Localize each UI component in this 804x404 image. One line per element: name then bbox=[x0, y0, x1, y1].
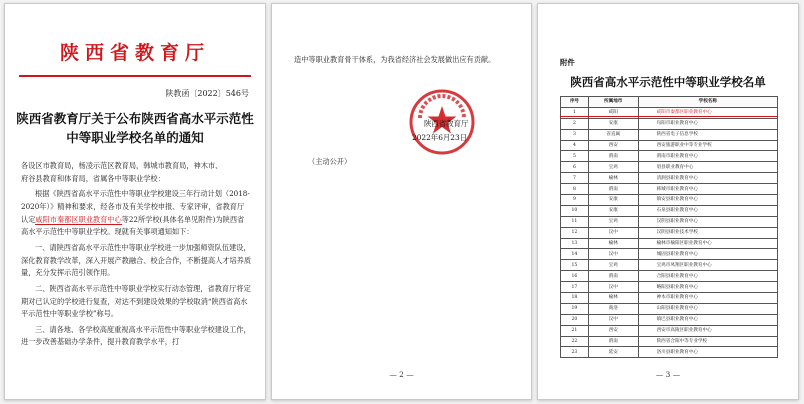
index-cell: 2 bbox=[561, 118, 589, 129]
index-cell: 18 bbox=[561, 293, 589, 304]
index-cell: 4 bbox=[561, 140, 589, 151]
letterhead-rule bbox=[19, 75, 251, 77]
school-cell: 陕西省电子信息学校 bbox=[638, 129, 777, 140]
city-cell: 汉中 bbox=[588, 314, 638, 325]
index-cell: 22 bbox=[561, 336, 589, 347]
city-cell: 渭南 bbox=[588, 271, 638, 282]
table-row bbox=[561, 303, 778, 314]
table-row bbox=[561, 227, 778, 238]
city-cell: 汉中 bbox=[588, 227, 638, 238]
school-cell: 韩城市职业教育中心 bbox=[638, 184, 777, 195]
school-cell: 镇巴县职业教育中心 bbox=[638, 314, 777, 325]
table-body bbox=[561, 107, 778, 357]
index-cell: 7 bbox=[561, 173, 589, 184]
index-cell: 10 bbox=[561, 205, 589, 216]
school-cell: 西安市高陵区职业教育中心 bbox=[638, 325, 777, 336]
city-cell: 商洛 bbox=[588, 303, 638, 314]
table-row bbox=[561, 216, 778, 227]
index-cell: 11 bbox=[561, 216, 589, 227]
table-header-row bbox=[561, 97, 778, 108]
table-row bbox=[561, 151, 778, 162]
column-header-school: 学校名称 bbox=[638, 97, 777, 108]
table-row bbox=[561, 325, 778, 336]
city-cell: 渭南 bbox=[588, 336, 638, 347]
salutation-line-1: 各设区市教育局，杨凌示范区教育局，韩城市教育局，神木市、 bbox=[21, 161, 223, 170]
continuation-text: 造中等职业教育骨干体系，为我省经济社会发展做出应有贡献。 bbox=[294, 55, 496, 64]
city-cell: 延安 bbox=[588, 347, 638, 358]
table-row bbox=[561, 293, 778, 304]
city-cell: 榆林 bbox=[588, 173, 638, 184]
school-cell: 陕西省合阳中等专业学校 bbox=[638, 336, 777, 347]
publicity-note: （主动公开） bbox=[308, 157, 352, 166]
school-cell: 清涧县职业教育中心 bbox=[638, 173, 777, 184]
notice-title-line-2: 中等职业学校名单的通知 bbox=[66, 130, 204, 145]
index-cell: 13 bbox=[561, 238, 589, 249]
notice-body bbox=[21, 160, 251, 352]
table-row bbox=[561, 336, 778, 347]
table-row bbox=[561, 249, 778, 260]
city-cell: 渭南 bbox=[588, 184, 638, 195]
city-cell: 渭南 bbox=[588, 151, 638, 162]
table-row bbox=[561, 173, 778, 184]
table-row bbox=[561, 347, 778, 358]
index-cell: 17 bbox=[561, 282, 589, 293]
table-row bbox=[561, 118, 778, 129]
document-page-1 bbox=[4, 3, 266, 400]
table-row bbox=[561, 314, 778, 325]
school-cell: 西安旅游职业中等专业学校 bbox=[638, 140, 777, 151]
highlighted-school-name: 咸阳市秦都区职业教育中心 bbox=[35, 214, 122, 224]
index-cell: 5 bbox=[561, 151, 589, 162]
column-header-city: 所属地市 bbox=[588, 97, 638, 108]
table-row bbox=[561, 129, 778, 140]
city-cell: 西安 bbox=[588, 140, 638, 151]
table-row bbox=[561, 140, 778, 151]
school-cell: 咸阳市秦都区职业教育中心 bbox=[638, 107, 777, 118]
index-cell: 15 bbox=[561, 260, 589, 271]
city-cell: 宝鸡 bbox=[588, 162, 638, 173]
table-row bbox=[561, 271, 778, 282]
paragraph-4: 三、请各地、各学校高度重视高水平示范性中等职业学校建设工作，进一步改善基础办学条件，提升教育教学水平，打 bbox=[21, 324, 251, 347]
school-cell: 略阳县职业教育中心 bbox=[638, 282, 777, 293]
index-cell: 12 bbox=[561, 227, 589, 238]
school-cell: 城固县职业教育中心 bbox=[638, 249, 777, 260]
school-cell: 镇安县职业教育中心 bbox=[638, 195, 777, 206]
school-cell: 旬阳市职业教育中心 bbox=[638, 118, 777, 129]
school-cell: 石泉县职业教育中心 bbox=[638, 205, 777, 216]
issuing-organization: 陕西省教育厅 bbox=[424, 119, 469, 128]
index-cell: 3 bbox=[561, 129, 589, 140]
city-cell: 榆林 bbox=[588, 238, 638, 249]
document-page-2 bbox=[271, 3, 532, 400]
school-cell: 汉阴县职业教育中心 bbox=[638, 216, 777, 227]
table-row bbox=[561, 184, 778, 195]
paragraph-1-text-b: 等22所学校(具体名单见附件)为陕西省高水平示范性中等职业学校。现就有关事项通知如下： bbox=[21, 214, 245, 237]
table-row bbox=[561, 195, 778, 206]
table-row bbox=[561, 205, 778, 216]
index-cell: 1 bbox=[561, 107, 589, 118]
page-number-3: — 3 — bbox=[655, 370, 681, 379]
school-cell: 洛川县职业教育中心 bbox=[638, 347, 777, 358]
school-list-table bbox=[560, 96, 778, 358]
paragraph-1-text-a: 根据《陕西省高水平示范性中等职业学校建设三年行动计划（2018-2020年）》精神和要求，经各市及有关学校申报、专家评审，省教育厅认定 bbox=[21, 189, 250, 224]
index-cell: 16 bbox=[561, 271, 589, 282]
school-cell: 合阳县职业教育中心 bbox=[638, 271, 777, 282]
page-number-2: — 2 — bbox=[389, 370, 414, 379]
attachment-label: 附件 bbox=[560, 58, 575, 67]
city-cell: 西安 bbox=[588, 325, 638, 336]
index-cell: 23 bbox=[561, 347, 589, 358]
city-cell: 汉中 bbox=[588, 249, 638, 260]
document-page-3 bbox=[537, 3, 799, 400]
city-cell: 安康 bbox=[588, 118, 638, 129]
school-cell: 眉县职业教育中心 bbox=[638, 162, 777, 173]
index-cell: 14 bbox=[561, 249, 589, 260]
paragraph-3: 二、陕西省高水平示范性中等职业学校实行动态管理，省教育厅将定期对已认定的学校进行复查，对达不到建设效果的学校取消“陕西省高水平示范性中等职业学校”称号。 bbox=[21, 283, 251, 319]
school-list-title: 陕西省高水平示范性中等职业学校名单 bbox=[570, 75, 766, 89]
table-row bbox=[561, 282, 778, 293]
letterhead-title: 陕西省教育厅 bbox=[59, 42, 210, 64]
school-cell: 渭南市职业教育中心 bbox=[638, 151, 777, 162]
index-cell: 6 bbox=[561, 162, 589, 173]
index-cell: 19 bbox=[561, 303, 589, 314]
highlight-underline bbox=[560, 116, 778, 117]
city-cell: 汉中 bbox=[588, 282, 638, 293]
document-number: 陕教函〔2022〕546号 bbox=[165, 89, 249, 98]
school-cell: 山阳县职业教育中心 bbox=[638, 303, 777, 314]
paragraph-2: 一、请陕西省高水平示范性中等职业学校进一步加强师资队伍建设，深化教育教学改革，深入开展产教融合、校企合作，不断提高人才培养质量，充分发挥示范引领作用。 bbox=[21, 242, 252, 278]
city-cell: 宝鸡 bbox=[588, 260, 638, 271]
city-cell: 省直属 bbox=[588, 129, 638, 140]
table-row bbox=[561, 162, 778, 173]
index-cell: 21 bbox=[561, 325, 589, 336]
school-cell: 榆林市榆阳区职业教育中心 bbox=[638, 238, 777, 249]
paragraph-1 bbox=[21, 188, 251, 238]
city-cell: 安康 bbox=[588, 205, 638, 216]
table-row bbox=[561, 238, 778, 249]
city-cell: 安康 bbox=[588, 195, 638, 206]
city-cell: 咸阳 bbox=[588, 107, 638, 118]
issue-date: 2022年6月23日 bbox=[412, 133, 468, 142]
school-cell: 神木市职业教育中心 bbox=[638, 293, 777, 304]
index-cell: 20 bbox=[561, 314, 589, 325]
table-row bbox=[561, 260, 778, 271]
column-header-index: 序号 bbox=[561, 97, 589, 108]
index-cell: 8 bbox=[561, 184, 589, 195]
city-cell: 榆林 bbox=[588, 293, 638, 304]
school-cell: 汉阴县职业技术学校 bbox=[638, 227, 777, 238]
notice-title-line-1: 陕西省教育厅关于公布陕西省高水平示范性 bbox=[16, 111, 254, 126]
index-cell: 9 bbox=[561, 195, 589, 206]
city-cell: 宝鸡 bbox=[588, 216, 638, 227]
salutation-line-2: 府谷县教育和体育局，省属各中等职业学校： bbox=[21, 173, 165, 183]
school-cell: 宝鸡市凤翔区职业教育中心 bbox=[638, 260, 777, 271]
